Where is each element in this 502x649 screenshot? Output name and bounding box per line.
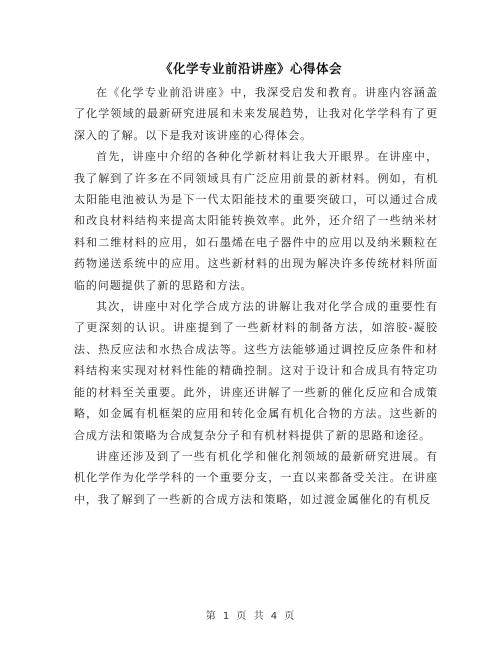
paragraph-new-materials: 首先，讲座中介绍的各种化学新材料让我大开眼界。在讲座中，我了解到了许多在不同领域具有广泛应用前景的新材料。例如，有机太阳能电池被认为是下一代太阳能技术的重要突破口，可以通过合成和改良材料结构来提高太阳能转换效率。此外，还介绍了一些纳米材料和二维材料的应用，如石墨烯在电子器件中的应用以及纳米颗粒在药物递送系统中的应用。这些新材料的出现为解决许多传统材料所面临的问题提供了新的思路和方法。 (74, 150, 438, 292)
paragraph-synthesis-methods: 其次，讲座中对化学合成方法的讲解让我对化学合成的重要性有了更深刻的认识。讲座提到了一些新材料的制备方法，如溶胶-凝胶法、热反应法和水热合成法等。这些方法能够通过调控反应条件和材料结构来实现对材料性能的精确控制。这对于设计和合成具有特定功能的材料至关重要。此外，讲座还讲解了一些新的催化反应和合成策略，如金属有机框架的应用和转化金属有机化合物的方法。这些新的合成方法和策略为合成复杂分子和有机材料提供了新的思路和途径。 (74, 300, 438, 442)
paragraph-intro: 在《化学专业前沿讲座》中，我深受启发和教育。讲座内容涵盖了化学领域的最新研究进展和未来发展趋势，让我对化学学科有了更深入的了解。以下是我对该讲座的心得体会。 (74, 86, 438, 142)
document-body (74, 82, 438, 510)
document-title: 《化学专业前沿讲座》心得体会 (159, 61, 342, 76)
paragraph-organic-catalysis: 讲座还涉及到了一些有机化学和催化剂领域的最新研究进展。有机化学作为化学学科的一个重要分支，一直以来都备受关注。在讲座中，我了解到了一些新的合成方法和策略，如过渡金属催化的有机反 (74, 449, 438, 506)
page-number-footer: 第 1 页 共 4 页 (205, 611, 297, 622)
